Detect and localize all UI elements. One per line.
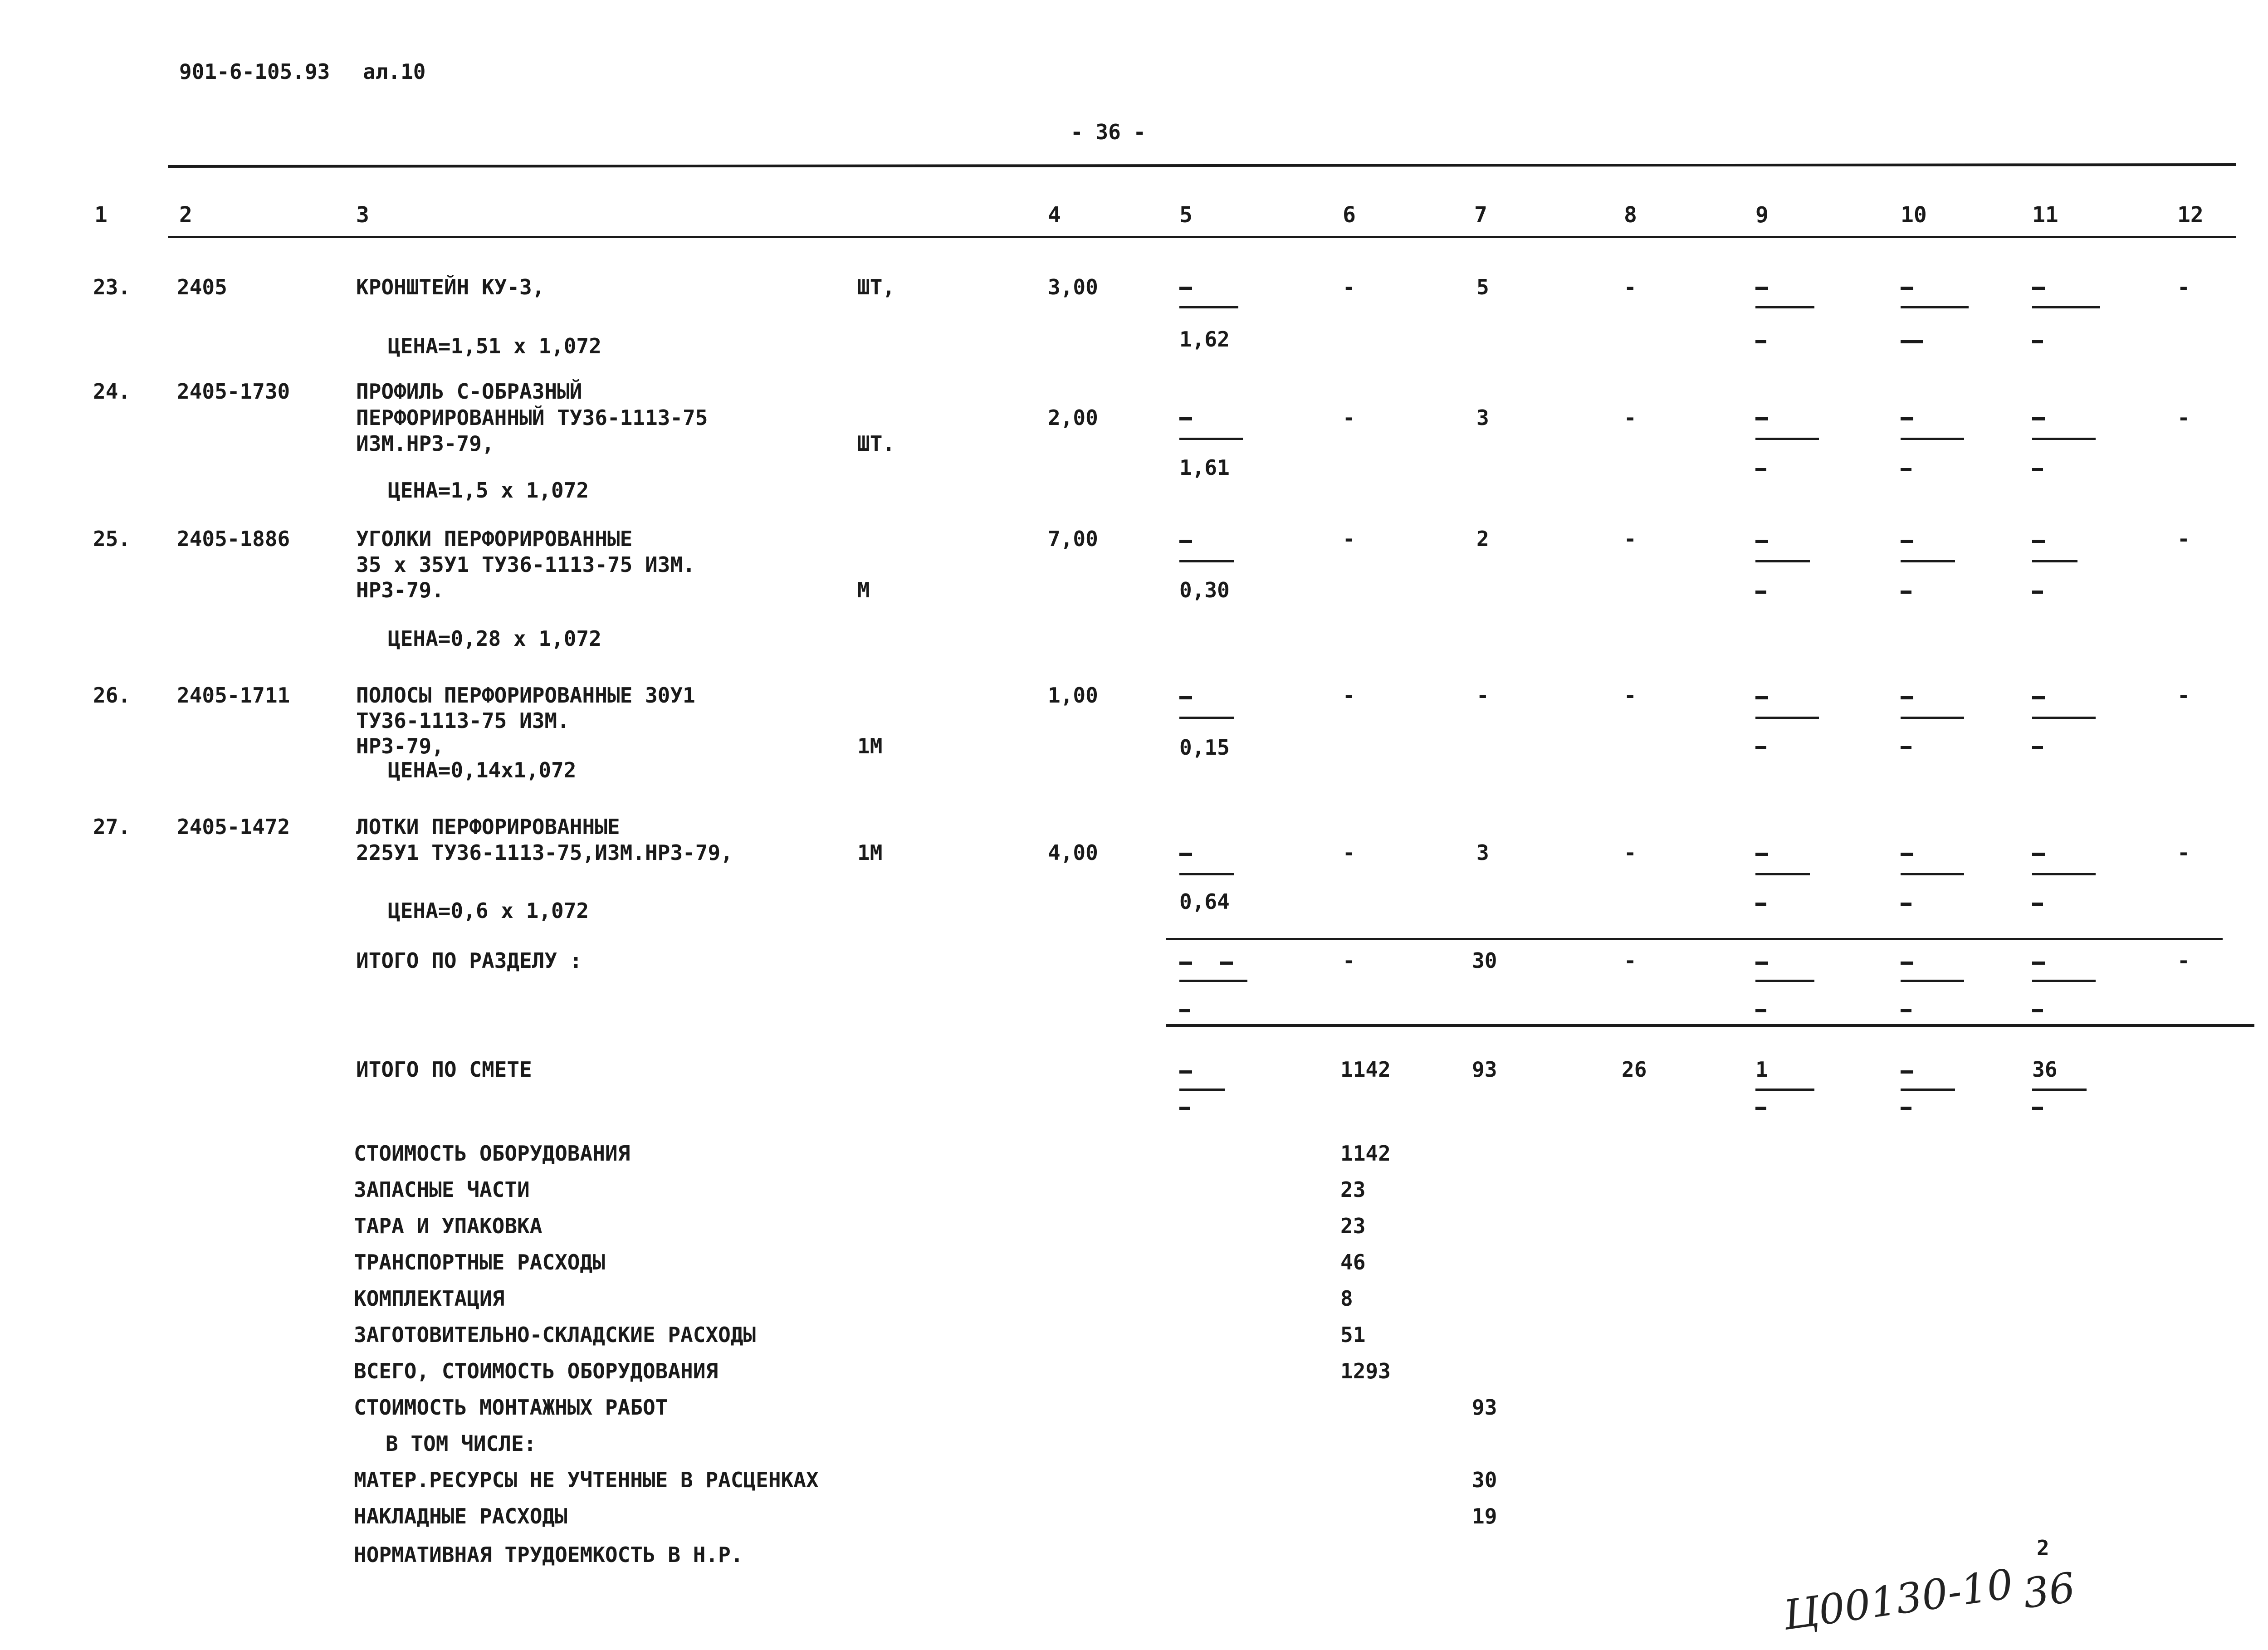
section-total-col12: - (2177, 948, 2190, 973)
col-header: 3 (356, 202, 369, 228)
col5-value: 1,61 (1179, 455, 1230, 480)
summary-label: НОРМАТИВНАЯ ТРУДОЕМКОСТЬ В Н.Р. (354, 1543, 743, 1567)
row-code: 2405-1472 (177, 815, 290, 839)
col7-value: - (1476, 683, 1489, 708)
section-rule (1166, 938, 2223, 940)
row-description: ИЗМ.НР3-79, (356, 431, 494, 456)
row-number: 26. (93, 683, 131, 708)
col5-value: 1,62 (1179, 327, 1230, 351)
estimate-total-col6: 1142 (1340, 1057, 1391, 1082)
section-total-col7: 30 (1472, 948, 1497, 973)
estimate-total-col11: 36 (2032, 1057, 2058, 1082)
summary-value: 19 (1472, 1504, 1497, 1528)
col8-value: - (1624, 527, 1637, 551)
row-description: УГОЛКИ ПЕРФОРИРОВАННЫЕ (356, 527, 633, 551)
col-header: 4 (1048, 202, 1061, 228)
col-header: 12 (2177, 202, 2204, 228)
summary-label: КОМПЛЕКТАЦИЯ (354, 1286, 505, 1311)
header-rule (168, 236, 2236, 238)
row-code: 2405-1711 (177, 683, 290, 708)
col-header: 2 (179, 202, 192, 228)
row-unit: ШТ. (857, 431, 895, 456)
row-price-formula: ЦЕНА=0,14х1,072 (388, 758, 577, 782)
summary-label: СТОИМОСТЬ МОНТАЖНЫХ РАБОТ (354, 1395, 668, 1420)
page-number: - 36 - (1070, 120, 1146, 144)
row-unit: 1М (857, 840, 883, 865)
row-unit: М (857, 578, 870, 602)
summary-value: 30 (1472, 1468, 1497, 1492)
summary-label: СТОИМОСТЬ ОБОРУДОВАНИЯ (354, 1141, 631, 1166)
col-header: 11 (2032, 202, 2058, 228)
row-code: 2405-1730 (177, 379, 290, 404)
section-total-col6: - (1343, 948, 1355, 973)
row-quantity: 7,00 (1048, 527, 1098, 551)
col7-value: 2 (1476, 527, 1489, 551)
row-quantity: 2,00 (1048, 405, 1098, 430)
row-code: 2405-1886 (177, 527, 290, 551)
estimate-total-col8: 26 (1622, 1057, 1647, 1082)
summary-value: 8 (1340, 1286, 1353, 1311)
col-header: 9 (1755, 202, 1769, 228)
col12-value: - (2177, 527, 2190, 551)
row-description: 225У1 ТУ36-1113-75,ИЗМ.НР3-79, (356, 840, 733, 865)
col6-value: - (1343, 683, 1355, 708)
summary-label: ЗАГОТОВИТЕЛЬНО-СКЛАДСКИЕ РАСХОДЫ (354, 1323, 756, 1347)
col6-value: - (1343, 527, 1355, 551)
summary-label: ТРАНСПОРТНЫЕ РАСХОДЫ (354, 1250, 605, 1274)
row-description: КРОНШТЕЙН КУ-3, (356, 275, 545, 299)
row-description: ЛОТКИ ПЕРФОРИРОВАННЫЕ (356, 815, 620, 839)
summary-label: ЗАПАСНЫЕ ЧАСТИ (354, 1177, 530, 1202)
summary-value: 1142 (1340, 1141, 1391, 1166)
row-price-formula: ЦЕНА=0,28 х 1,072 (388, 626, 601, 651)
col-header: 8 (1624, 202, 1637, 228)
col12-value: - (2177, 405, 2190, 430)
col12-value: - (2177, 840, 2190, 865)
col-header: 1 (94, 202, 108, 228)
summary-label: ВСЕГО, СТОИМОСТЬ ОБОРУДОВАНИЯ (354, 1359, 719, 1383)
summary-label: НАКЛАДНЫЕ РАСХОДЫ (354, 1504, 567, 1528)
estimate-total-label: ИТОГО ПО СМЕТЕ (356, 1057, 532, 1082)
summary-label: МАТЕР.РЕСУРСЫ НЕ УЧТЕННЫЕ В РАСЦЕНКАХ (354, 1468, 819, 1492)
col-header: 6 (1343, 202, 1356, 228)
col5-value: 0,30 (1179, 578, 1230, 602)
row-unit: ШТ, (857, 275, 895, 299)
col-header: 5 (1179, 202, 1193, 228)
col8-value: - (1624, 683, 1637, 708)
col6-value: - (1343, 275, 1355, 299)
col5-value: 0,64 (1179, 889, 1230, 914)
handwritten-page-number: 36 (2020, 1563, 2078, 1618)
row-number: 27. (93, 815, 131, 839)
row-number: 25. (93, 527, 131, 551)
summary-value: 23 (1340, 1214, 1366, 1238)
row-unit: 1М (857, 734, 883, 758)
summary-label: В ТОМ ЧИСЛЕ: (386, 1431, 537, 1456)
col8-value: - (1624, 840, 1637, 865)
row-number: 24. (93, 379, 131, 404)
doc-reference: 901-6-105.93 (179, 59, 330, 84)
summary-value: 1293 (1340, 1359, 1391, 1383)
estimate-total-col7: 93 (1472, 1057, 1497, 1082)
row-price-formula: ЦЕНА=1,51 х 1,072 (388, 334, 601, 358)
summary-value: 93 (1472, 1395, 1497, 1420)
col7-value: 3 (1476, 840, 1489, 865)
summary-value: 23 (1340, 1177, 1366, 1202)
row-description: ПЕРФОРИРОВАННЫЙ ТУ36-1113-75 (356, 405, 708, 430)
row-quantity: 4,00 (1048, 840, 1098, 865)
footer-mark: 2 (2037, 1536, 2049, 1560)
col6-value: - (1343, 405, 1355, 430)
row-price-formula: ЦЕНА=0,6 х 1,072 (388, 898, 589, 923)
row-description: НР3-79. (356, 578, 444, 602)
col5-value: 0,15 (1179, 735, 1230, 760)
col7-value: 3 (1476, 405, 1489, 430)
row-code: 2405 (177, 275, 227, 299)
row-price-formula: ЦЕНА=1,5 х 1,072 (388, 478, 589, 503)
handwritten-archive-number: Ц00130-10 (1780, 1560, 2016, 1640)
col8-value: - (1624, 405, 1637, 430)
row-number: 23. (93, 275, 131, 299)
row-description: ТУ36-1113-75 ИЗМ. (356, 708, 570, 733)
row-description: НР3-79, (356, 734, 444, 758)
col12-value: - (2177, 275, 2190, 299)
col-header: 10 (1901, 202, 1927, 228)
sheet-label: ал.10 (363, 59, 426, 84)
row-quantity: 3,00 (1048, 275, 1098, 299)
row-description: ПОЛОСЫ ПЕРФОРИРОВАННЫЕ 30У1 (356, 683, 695, 708)
top-rule (168, 163, 2236, 168)
summary-value: 46 (1340, 1250, 1366, 1274)
col6-value: - (1343, 840, 1355, 865)
col12-value: - (2177, 683, 2190, 708)
summary-value: 51 (1340, 1323, 1366, 1347)
col7-value: 5 (1476, 275, 1489, 299)
section-total-label: ИТОГО ПО РАЗДЕЛУ : (356, 948, 582, 973)
section-bottom-rule (1166, 1024, 2254, 1027)
row-quantity: 1,00 (1048, 683, 1098, 708)
col-header: 7 (1474, 202, 1487, 228)
estimate-total-col9: 1 (1755, 1057, 1768, 1082)
section-total-col8: - (1624, 948, 1637, 973)
row-description: ПРОФИЛЬ С-ОБРАЗНЫЙ (356, 379, 582, 404)
row-description: 35 х 35У1 ТУ36-1113-75 ИЗМ. (356, 552, 695, 577)
col8-value: - (1624, 275, 1637, 299)
summary-label: ТАРА И УПАКОВКА (354, 1214, 543, 1238)
